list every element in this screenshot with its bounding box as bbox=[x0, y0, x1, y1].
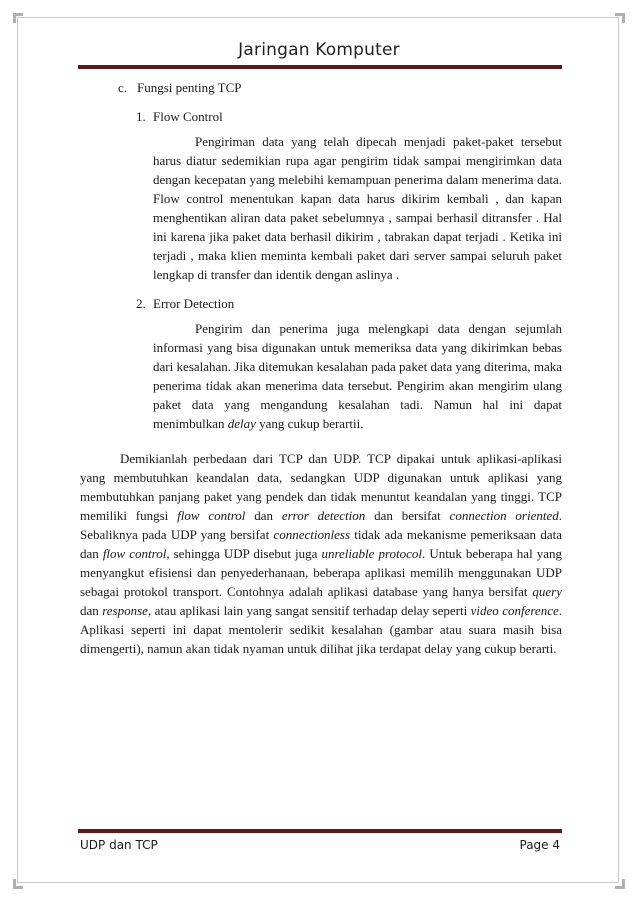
list-item-body-error-detection bbox=[153, 319, 562, 433]
emphasis-text: flow control bbox=[177, 508, 246, 523]
section-title: Fungsi penting TCP bbox=[137, 80, 242, 95]
body-text: dan bersifat bbox=[365, 508, 450, 523]
body-text: . Aplikasi seperti ini dapat mentolerir sedikit kesalahan (gambar atau suara masih bisa dimengerti), namun akan tidak nyaman untuk dilihat jika terdapat delay yang cukup berarti. bbox=[80, 603, 562, 656]
corner-ornament-bottom-right bbox=[615, 879, 625, 889]
list-item-heading-flow-control bbox=[136, 107, 562, 126]
body-text: Demikianlah perbedaan dari TCP dan UDP. TCP dipakai untuk aplikasi-aplikasi yang membutuhkan keandalan data, sedangkan UDP digunakan untuk aplikasi yang membutuhkan panjang paket yang pendek dan tidak menuntut keandalan yang tinggi. TCP memiliki fungsi bbox=[80, 451, 562, 523]
emphasis-text: error detection bbox=[281, 508, 366, 523]
body-text: tidak ada mekanisme pemeriksaan data dan bbox=[80, 527, 562, 561]
corner-ornament-bottom-left bbox=[13, 879, 23, 889]
list-item-heading-error-detection bbox=[136, 294, 562, 313]
emphasis-text: query bbox=[532, 584, 562, 599]
emphasis-text: connection oriented bbox=[449, 508, 559, 523]
section-marker: c. bbox=[118, 80, 128, 95]
body-text: dan bbox=[245, 508, 282, 523]
body-text: , sehingga UDP disebut juga bbox=[166, 546, 322, 561]
footer-rule bbox=[78, 829, 562, 833]
emphasis-text: response bbox=[102, 603, 148, 618]
list-item-marker: 2. bbox=[136, 296, 146, 311]
body-text: dan bbox=[80, 603, 103, 618]
body-text: yang cukup berartii. bbox=[255, 416, 364, 431]
body-text: . Sebaliknya pada UDP yang bersifat bbox=[80, 508, 562, 542]
list-item-body-flow-control: Pengiriman data yang telah dipecah menjadi paket-paket tersebut harus diatur sedemikian rupa agar pengirim tidak sampai mengirimkan data dengan kecepatan yang melebihi kemampuan penerima dalam menerima data. Flow control menentukan kapan data harus dikirim kembali , dan kapan menghentikan aliran data paket sebelumnya , sampai berhasil ditransfer . Hal ini karena jika paket data berhasil dikirim , tabrakan dapat terjadi . Ketika ini terjadi , maka klien meminta kembali paket dari server sampai seluruh paket lengkap di transfer dan identik dengan aslinya . bbox=[153, 134, 562, 282]
emphasis-text: delay bbox=[227, 416, 256, 431]
emphasis-text: connectionless bbox=[273, 527, 351, 542]
page-header-title: Jaringan Komputer bbox=[238, 40, 400, 60]
emphasis-text: video conference bbox=[470, 603, 559, 618]
list-item-title: Error Detection bbox=[153, 296, 235, 311]
body-text: , atau aplikasi lain yang sangat sensitif terhadap delay seperti bbox=[147, 603, 471, 618]
emphasis-text: flow control bbox=[102, 546, 167, 561]
corner-ornament-top-right bbox=[615, 13, 625, 23]
body-text: Pengirim dan penerima juga melengkapi data dengan sejumlah informasi yang bisa digunakan untuk memeriksa data yang dikirimkan bebas dari kesalahan. Jika ditemukan kesalahan pada paket data yang diterima, maka penerima tidak akan menerima data tersebut. Pengirim akan mengirim ulang paket data yang mengandung kesalahan tadi. Namun hal ini dapat menimbulkan bbox=[153, 321, 562, 431]
conclusion-paragraph bbox=[80, 449, 562, 658]
section-heading bbox=[118, 78, 562, 97]
footer-page-number: Page 4 bbox=[519, 838, 560, 852]
corner-ornament-top-left bbox=[13, 13, 23, 23]
body-text: . Untuk beberapa hal yang menyangkut efisiensi dan penyederhanaan, beberapa aplikasi memilih menggunakan UDP sebagai protokol transport. Contohnya adalah aplikasi database yang hanya bersifat bbox=[80, 546, 563, 599]
emphasis-text: unreliable protocol bbox=[321, 546, 423, 561]
page-content bbox=[80, 78, 562, 658]
list-item-marker: 1. bbox=[136, 109, 146, 124]
list-item-title: Flow Control bbox=[153, 109, 223, 124]
header-rule bbox=[78, 65, 562, 69]
footer-document-title: UDP dan TCP bbox=[80, 838, 158, 852]
